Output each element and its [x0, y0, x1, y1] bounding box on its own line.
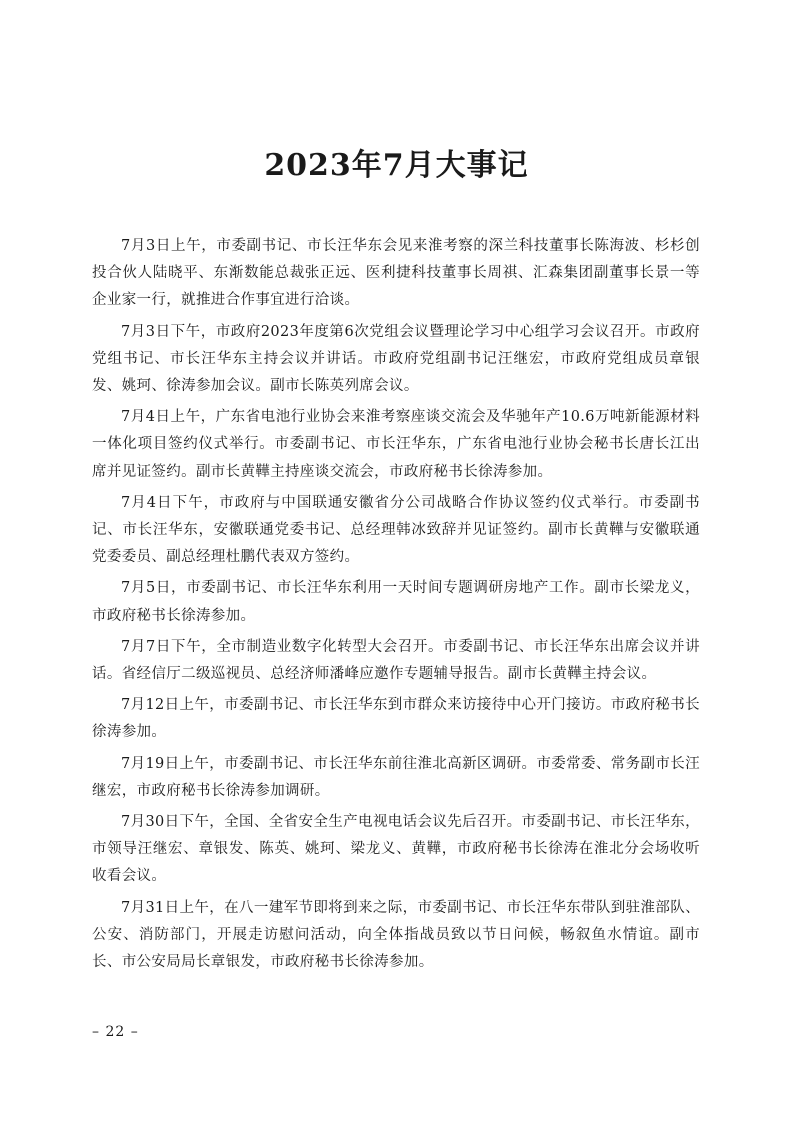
document-body — [92, 233, 700, 980]
event-entry: 7月3日上午，市委副书记、市长汪华东会见来淮考察的深兰科技董事长陈海波、杉杉创投合伙人陆晓平、东渐数能总裁张正远、医利捷科技董事长周祺、汇森集团副董事长景一等企业家一行，就推进合作事宜进行洽谈。 — [92, 238, 700, 309]
event-entry: 7月3日下午，市政府2023年度第6次党组会议暨理论学习中心组学习会议召开。市政府党组书记、市长汪华东主持会议并讲话。市政府党组副书记汪继宏，市政府党组成员章银发、姚珂、徐涛参加会议。副市长陈英列席会议。 — [92, 323, 700, 395]
event-entry: 7月31日上午，在八一建军节即将到来之际，市委副书记、市长汪华东带队到驻淮部队、公安、消防部门，开展走访慰问活动，向全体指战员致以节日问候，畅叙鱼水情谊。副市长、市公安局局长章银发，市政府秘书长徐涛参加。 — [92, 899, 700, 971]
event-entry: 7月12日上午，市委副书记、市长汪华东到市群众来访接待中心开门接访。市政府秘书长徐涛参加。 — [92, 697, 700, 741]
event-entry: 7月30日下午，全国、全省安全生产电视电话会议先后召开。市委副书记、市长汪华东，市领导汪继宏、章银发、陈英、姚珂、梁龙义、黄鞾，市政府秘书长徐涛在淮北分会场收听收看会议。 — [92, 814, 700, 885]
page-number: – 22 – — [92, 1024, 139, 1040]
event-entry: 7月4日上午，广东省电池行业协会来淮考察座谈交流会及华驰年产10.6万吨新能源材料一体化项目签约仪式举行。市委副书记、市长汪华东，广东省电池行业协会秘书长唐长江出席并见证签约。副市长黄鞾主持座谈交流会，市政府秘书长徐涛参加。 — [92, 409, 700, 480]
event-entry: 7月7日下午，全市制造业数字化转型大会召开。市委副书记、市长汪华东出席会议并讲话。省经信厅二级巡视员、总经济师潘峰应邀作专题辅导报告。副市长黄鞾主持会议。 — [92, 638, 700, 683]
page-title: 2023年7月大事记 — [264, 148, 529, 183]
event-entry: 7月19日上午，市委副书记、市长汪华东前往淮北高新区调研。市委常委、常务副市长汪继宏，市政府秘书长徐涛参加调研。 — [92, 755, 700, 799]
event-entry: 7月4日下午，市政府与中国联通安徽省分公司战略合作协议签约仪式举行。市委副书记、市长汪华东，安徽联通党委书记、总经理韩冰致辞并见证签约。副市长黄鞾与安徽联通党委委员、副总经理杜鹏代表双方签约。 — [92, 494, 700, 566]
event-entry: 7月5日，市委副书记、市长汪华东利用一天时间专题调研房地产工作。副市长梁龙义，市政府秘书长徐涛参加。 — [92, 580, 700, 624]
